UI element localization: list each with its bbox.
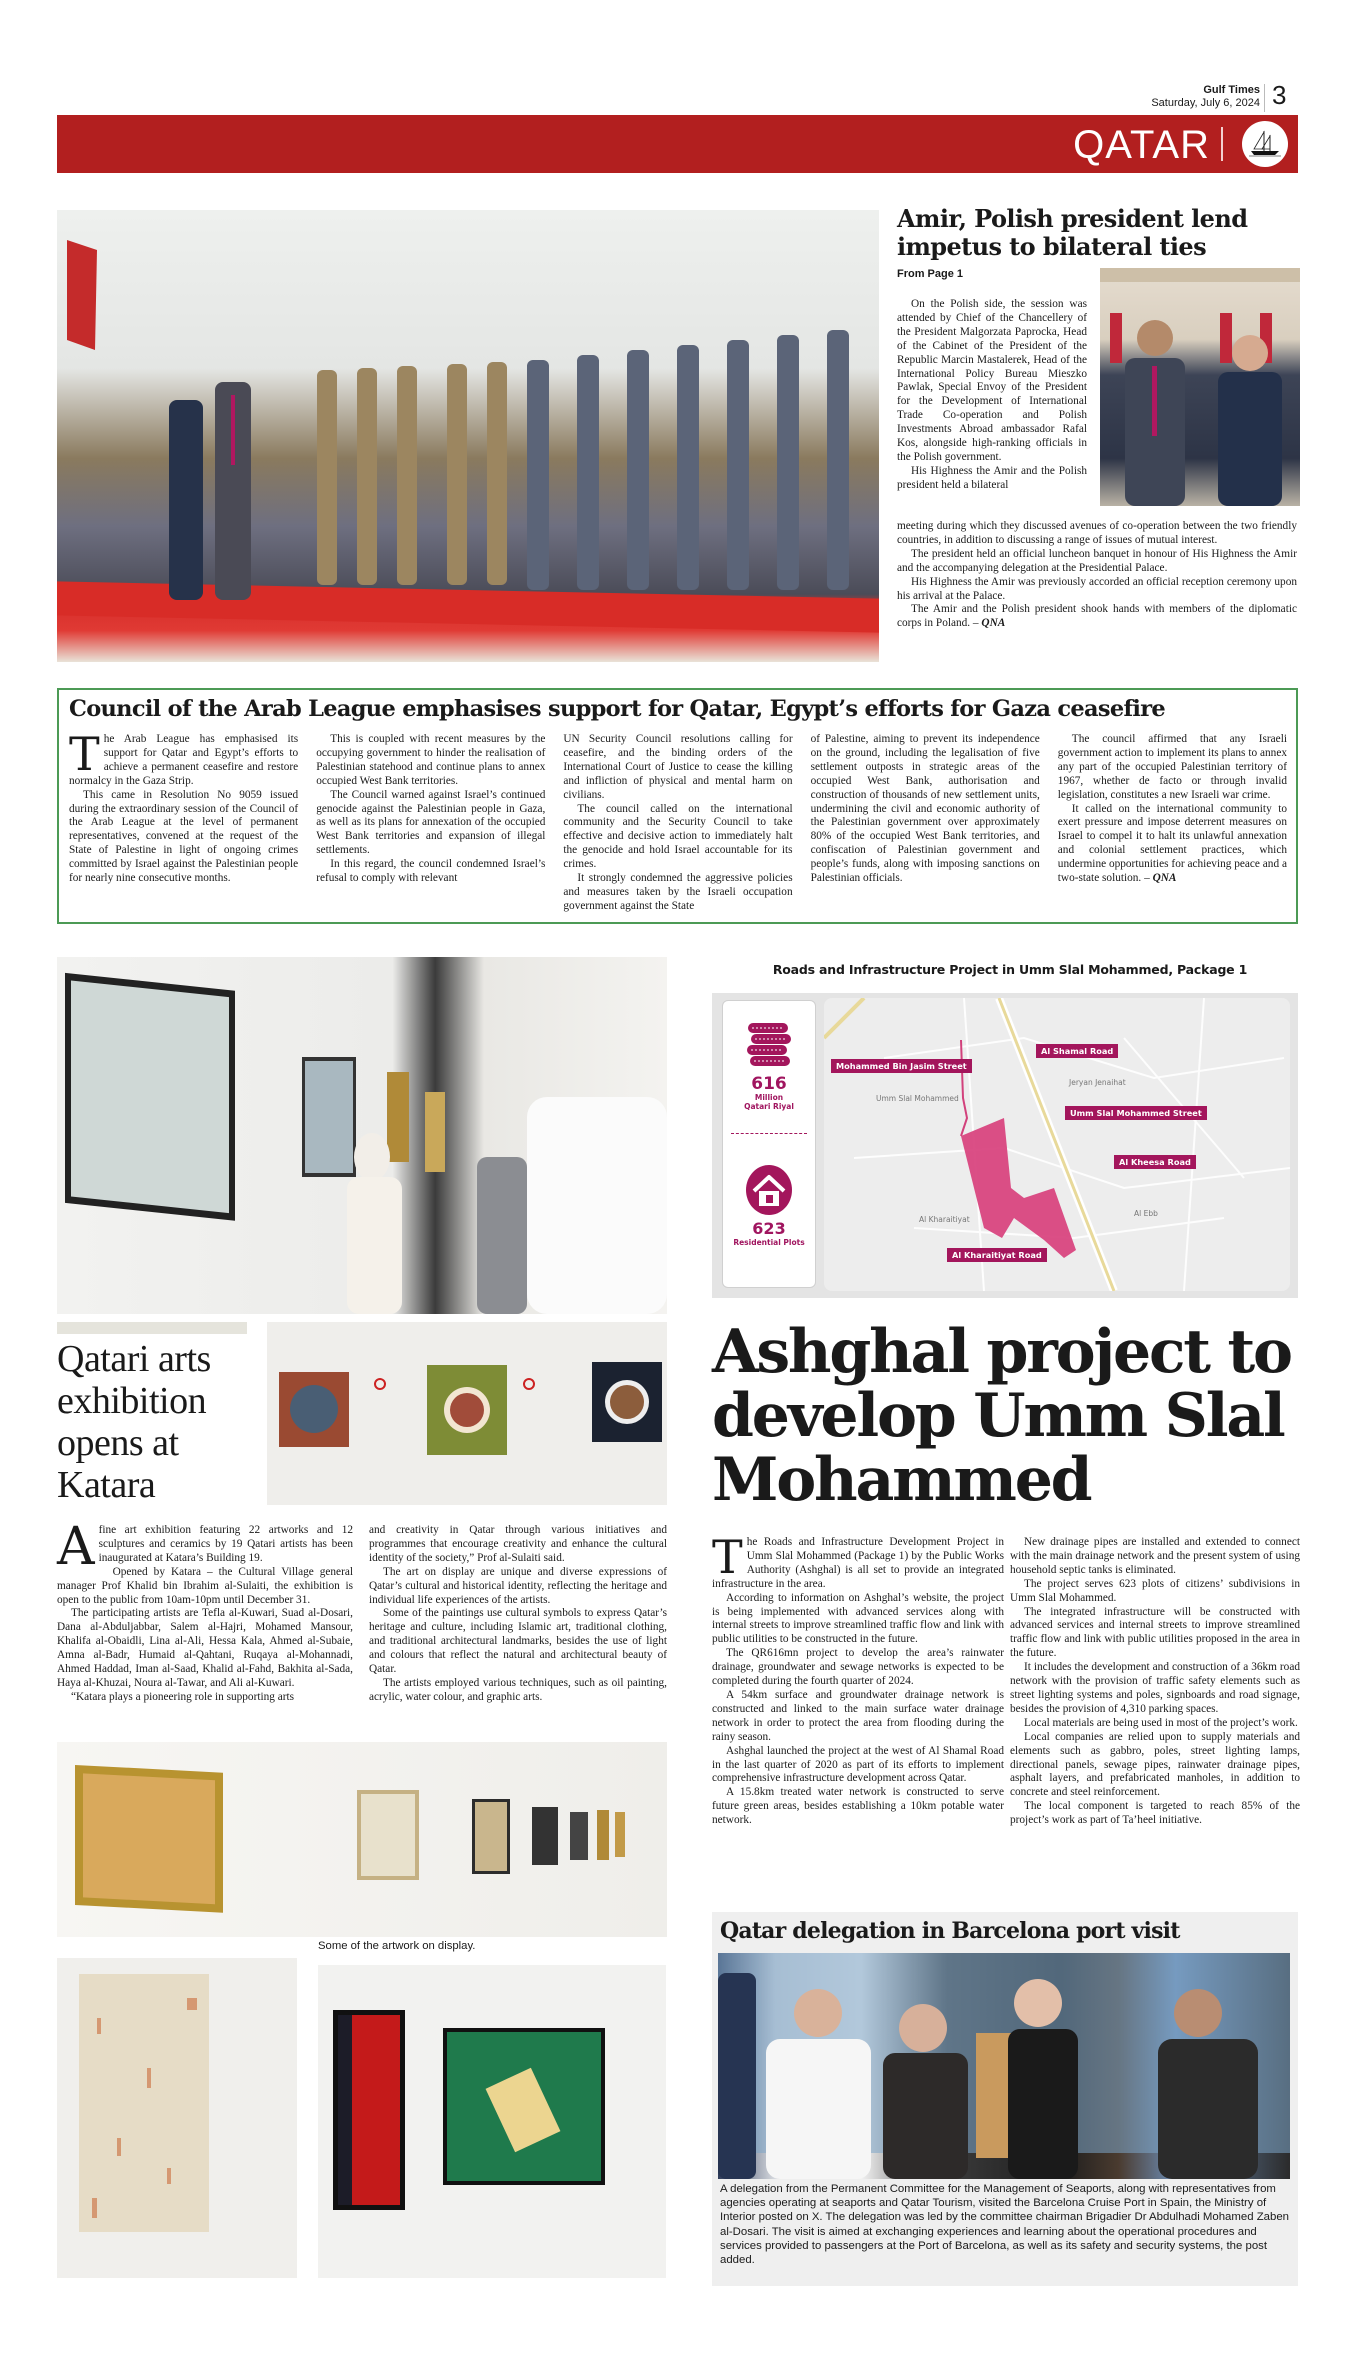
paragraph: of Palestine, aiming to prevent its independence on the ground, including the legalisation of five settlement outposts in strategic areas of the occupied West Bank, authorisation and construction of thousands of new settlement units, undermining the civil and economic authority of the Palestinian government over approximately 80% of the occupied West Bank territories, and confiscation of Palestinian government and people’s funds, along with imposing sanctions on Palestinian officials.	[810, 733, 1040, 885]
page-number: 3	[1272, 80, 1287, 110]
paragraph: The integrated infrastructure will be constructed with advanced services and internal streets to improve streamlined traffic flow and link with public utilities proposed in the area in the future.	[1010, 1605, 1300, 1660]
dropcap: A	[57, 1517, 95, 1577]
arab-league-columns	[69, 727, 1287, 914]
paragraph: Opened by Katara – the Cultural Village general manager Prof Khalid bin Ibrahim al-Sulaiti, the exhibition is open to the public from 10am-10pm until December 31.	[57, 1565, 353, 1606]
headline-amir-polish: Amir, Polish president lend impetus to bilateral ties	[897, 204, 1248, 261]
paragraph: His Highness the Amir was previously accorded an official reception ceremony upon his arrival at the Palace.	[897, 575, 1297, 602]
headline-ashghal: Ashghal project to develop Umm Slal Mohammed	[712, 1317, 1291, 1515]
paragraph: It strongly condemned the aggressive policies and measures taken by the Israeli occupation government against the State	[563, 872, 793, 912]
place-name: Al Ebb	[1134, 1209, 1158, 1218]
ashghal-column-2	[1010, 1536, 1300, 1828]
paragraph: Ashghal launched the project at the west of Al Shamal Road in the last quarter of 2020 as part of its efforts to implement comprehensive infrastructure development across Qatar.	[712, 1744, 1004, 1785]
ashghal-column-1: The Roads and Infrastructure Development Project in Umm Slal Mohammed (Package 1) by the Public Works Authority (Ashghal) is all set to provide an integrated infrastructure in the area. According to information on Ashghal’s website, the project is being implemented with advanced services along with internal streets to improve streamlined traffic flow and link with public utilities to be constructed in the future. The QR616mn project to develop the area’s rainwater drainage, groundwater and sewage networks is expected to be completed during the fourth quarter of 2024. A 54km surface and groundwater drainage network is constructed and linked to the main surface water drainage network in order to protect the area from flooding during the rainy season. Ashghal launched the project at the west of Al Shamal Road in the last quarter of 2020 as part of its efforts to implement comprehensive infrastructure development across Qatar. A 15.8km treated water network is constructed to serve future green areas, besides establishing a 10km potable water network.	[712, 1530, 1004, 1827]
cost-value: 616	[751, 1074, 787, 1094]
paragraph: Local companies are relied upon to supply materials and elements such as gabbro, poles, street lighting lamps, directional panels, sewage pipes, rainwater drainage pipes, asphalt layers, and prefabricated manholes, in addition to concrete and steel reinforcement.	[1010, 1730, 1300, 1799]
road-label: Al Shamal Road	[1036, 1044, 1118, 1058]
paragraph: A 15.8km treated water network is constructed to serve future green areas, besides establishing a 10km potable water network.	[712, 1786, 1004, 1827]
project-map	[824, 998, 1290, 1291]
barcelona-caption: A delegation from the Permanent Committee for the Management of Seaports, along with representatives from agencies operating at seaports and Qatar Tourism, visited the Barcelona Cruise Port in Spain, the Ministry of Interior posted on X. The delegation was led by the committee chairman Brigadier Dr Abdulhadi Mohamed Zaben al-Dosari. The visit is aimed at exchanging experiences and learning about the operational procedures and services provided to passengers at the Port of Barcelona, as well as its safety and security systems, the post added.	[720, 2183, 1290, 2267]
issue-date: Saturday, July 6, 2024	[1151, 97, 1260, 109]
photo-handshake	[1100, 268, 1300, 506]
road-label: Umm Slal Mohammed Street	[1065, 1106, 1207, 1120]
masthead-divider	[1264, 84, 1265, 112]
road-label: Al Kharaitiyat Road	[947, 1248, 1047, 1262]
photo-guard-of-honour	[57, 210, 879, 662]
house-icon	[723, 1164, 815, 1220]
road-label: Al Kheesa Road	[1114, 1155, 1196, 1169]
paragraph: “Katara plays a pioneering role in supporting arts	[71, 1690, 295, 1703]
amir-story-body-top	[897, 298, 1087, 493]
column-2	[316, 733, 545, 914]
plots-label: Residential Plots	[733, 1238, 805, 1247]
paper-name: Gulf Times	[1203, 84, 1260, 96]
signoff: QNA	[981, 617, 1006, 630]
paragraph: According to information on Ashghal’s website, the project is being implemented with advanced services along with internal streets to improve streamlined traffic flow and link with public utilities to be constructed in the future.	[712, 1591, 1004, 1646]
paragraph: On the Polish side, the session was attended by Chief of the Chancellery of the President Malgorzata Paprocka, Head of the Cabinet of the President of the Republic Marcin Mastalerek, Head of the International Policy Bureau Mieszko Pawlak, Special Envoy of the President for the Development of International Trade Co-operation and Polish Investments Abroad ambassador Rafal Kos, alongside high-ranking officials in the Polish government.	[897, 298, 1087, 463]
paragraph: UN Security Council resolutions calling for ceasefire, and the binding orders of the International Court of Justice to cease the killing and infliction of physical and mental harm on civilians.	[563, 733, 793, 801]
infographic-title: Roads and Infrastructure Project in Umm Slal Mohammed, Package 1	[772, 962, 1248, 977]
photo-paintings-wall	[57, 1742, 667, 1937]
place-name: Jeryan Jenaihat	[1069, 1078, 1126, 1087]
dhow-boat-icon	[1242, 121, 1288, 167]
masthead-meta	[1100, 84, 1260, 110]
photo-caption-artwork: Some of the artwork on display.	[318, 1940, 476, 1952]
section-name: QATAR	[1073, 123, 1210, 167]
photo-ceramics	[267, 1322, 667, 1505]
photo-exhibition-visitors	[57, 957, 667, 1314]
headline-arab-league: Council of the Arab League emphasises support for Qatar, Egypt’s efforts for Gaza ceasefire	[69, 696, 1166, 722]
katara-column-1: A fine art exhibition featuring 22 artworks and 12 sculptures and ceramics by 19 Qatari artists has been inaugurated at Katara’s Building 19. Opened by Katara – the Cultural Village general manager Prof Khalid bin Ibrahim al-Sulaiti, the exhibition is open to the public from 10am-10pm until December 31. The participating artists are Tefla al-Kuwari, Suad al-Dosari, Dana al-Abduljabbar, Salem al-Hajri, Mohamed Mansour, Khalifa al-Obaidli, Lina al-Ali, Hessa Kala, Ahmed al-Subaie, Amna al-Badr, Humaid al-Qahtani, Ruqaya al-Mohannadi, Ahmed Haddad, Iman al-Saad, Khalid al-Fahd, Bakhita al-Sada, Haya al-Khuzai, Noura al-Tawar, and Ali al-Kuwari. “Katara plays a pioneering role in supporting arts	[57, 1517, 353, 1703]
katara-section-tab	[57, 1322, 247, 1334]
column-3	[563, 733, 792, 914]
paragraph: His Highness the Amir and the Polish president held a bilateral	[897, 464, 1087, 491]
paragraph: The participating artists are Tefla al-Kuwari, Suad al-Dosari, Dana al-Abduljabbar, Salem al-Hajri, Mohamed Mansour, Khalifa al-Obaidli, Lina al-Ali, Hessa Kala, Ahmed al-Subaie, Amna al-Badr, Humaid al-Qahtani, Ruqaya al-Mohannadi, Ahmed Haddad, Iman al-Saad, Khalid al-Fahd, Bakhita al-Sada, Haya al-Khuzai, Noura al-Tawar, and Ali al-Kuwari.	[57, 1607, 353, 1689]
paragraph: In this regard, the council condemned Israel’s refusal to comply with relevant	[316, 858, 546, 885]
paragraph: A 54km surface and groundwater drainage network is constructed and linked to the main surface water drainage network in order to protect the area from flooding during the rainy season.	[712, 1688, 1004, 1743]
section-divider	[1221, 127, 1223, 161]
headline-katara: Qatari arts exhibition opens at Katara	[57, 1338, 211, 1506]
place-name: Al Kharaitiyat	[919, 1215, 970, 1224]
headline-barcelona: Qatar delegation in Barcelona port visit	[720, 1918, 1180, 1944]
paragraph: meeting during which they discussed avenues of co-operation between the two friendly countries, in addition to discussing a range of issues of mutual interest.	[897, 520, 1297, 546]
road-label: Mohammed Bin Jasim Street	[831, 1059, 972, 1073]
paragraph: The Council warned against Israel’s continued genocide against the Palestinian people in Gaza, as well as its plans for annexation of the occupied West Bank territories and expansion of illegal settlements.	[316, 788, 546, 857]
paragraph: The Amir and the Polish president shook hands with members of the diplomatic corps in Poland. – QNA	[897, 603, 1297, 630]
arab-league-story-box	[57, 688, 1298, 924]
dropcap: T	[712, 1530, 743, 1584]
infographic-panel	[712, 993, 1298, 1298]
paragraph: New drainage pipes are installed and extended to connect with the main drainage network and the present system of using household septic tanks is eliminated.	[1010, 1536, 1300, 1576]
paragraph: The council affirmed that any Israeli government action to implement its plans to annex any part of the occupied Palestinian territory of 1967, whether de facto or through invalid legislation, constitutes a new Israeli war crime.	[1057, 733, 1287, 801]
paragraph: The QR616mn project to develop the area’s rainwater drainage, groundwater and sewage networks is expected to be completed during the fourth quarter of 2024.	[712, 1647, 1004, 1688]
column-1: The Arab League has emphasised its support for Qatar and Egypt’s efforts to achieve a permanent ceasefire and restore normalcy in the Gaza Strip. This came in Resolution No 9059 issued during the extraordinary session of the Council of the Arab League at the level of permanent representatives, convened at the request of the State of Palestine in light of ongoing crimes committed by Israel against the Palestinian people for nearly nine consecutive months.	[69, 727, 299, 885]
place-name: Umm Slal Mohammed	[876, 1094, 959, 1103]
kicker-from-page: From Page 1	[897, 268, 964, 280]
paragraph: The artists employed various techniques, such as oil painting, acrylic, water colour, and graphic arts.	[369, 1676, 667, 1703]
photo-abstract-painting	[57, 1958, 297, 2278]
cost-unit-line2: Qatari Riyal	[744, 1102, 794, 1111]
photo-red-green-paintings	[318, 1965, 666, 2278]
stats-divider	[731, 1133, 807, 1134]
paragraph: Some of the paintings use cultural symbols to express Qatar’s heritage and culture, including Islamic art, traditional clothing, and traditional architectural landmarks, besides the use of light and colours that reflect the natural and architectural beauty of Qatar.	[369, 1607, 667, 1676]
paragraph: It includes the development and construction of a 36km road network with the provision of traffic safety elements such as street lighting systems and poles, signboards and road signage, besides the provision of 4,310 parking spaces.	[1010, 1661, 1300, 1715]
column-5	[1058, 733, 1287, 914]
paragraph: The council called on the international community and the Security Council to take effective and decisive action to immediately halt the genocide and hold Israel accountable for its crimes.	[563, 802, 793, 871]
paragraph: Local materials are being used in most of the project’s work.	[1024, 1716, 1298, 1729]
column-4	[811, 733, 1040, 914]
paragraph: and creativity in Qatar through various initiatives and programmes that encourage creativity and enhance the cultural identity of the society,” Prof al-Sulaiti said.	[369, 1524, 667, 1564]
paragraph: The local component is targeted to reach 85% of the project’s work as part of Ta’heel initiative.	[1010, 1800, 1300, 1827]
dropcap: T	[69, 727, 100, 781]
katara-column-2	[369, 1524, 667, 1705]
paragraph: The president held an official luncheon banquet in honour of His Highness the Amir and the accompanying delegation at the Presidential Palace.	[897, 547, 1297, 574]
infographic-stats	[722, 1000, 816, 1288]
paragraph: It called on the international community to exert pressure and impose deterrent measures on Israel to compel it to halt its unlawful annexation and colonial settlement practices, which undermine opportunities for achieving peace and a two-state solution. – QNA	[1057, 802, 1287, 885]
paragraph: The project serves 623 plots of citizens’ subdivisions in Umm Slal Mohammed.	[1010, 1577, 1300, 1604]
amir-story-body-bottom	[897, 520, 1297, 631]
photo-barcelona-delegation	[718, 1953, 1290, 2179]
cost-unit-line1: Million	[754, 1093, 784, 1102]
coins-stack-icon	[723, 1019, 815, 1075]
paragraph: This came in Resolution No 9059 issued during the extraordinary session of the Council of the Arab League at the level of permanent representatives, convened at the request of the State of Palestine in light of ongoing crimes committed by Israel against the Palestinian people for nearly nine consecutive months.	[69, 788, 299, 885]
paragraph: The art on display are unique and diverse expressions of Qatar’s cultural and historical identity, reflecting the heritage and individual life experiences of the artists.	[369, 1565, 667, 1606]
section-banner	[57, 115, 1298, 173]
signoff: QNA	[1152, 872, 1177, 885]
plots-value: 623	[752, 1219, 786, 1238]
paragraph: This is coupled with recent measures by the occupying government to hinder the realisation of Palestinian statehood and continue plans to annex occupied West Bank territories.	[316, 733, 546, 787]
